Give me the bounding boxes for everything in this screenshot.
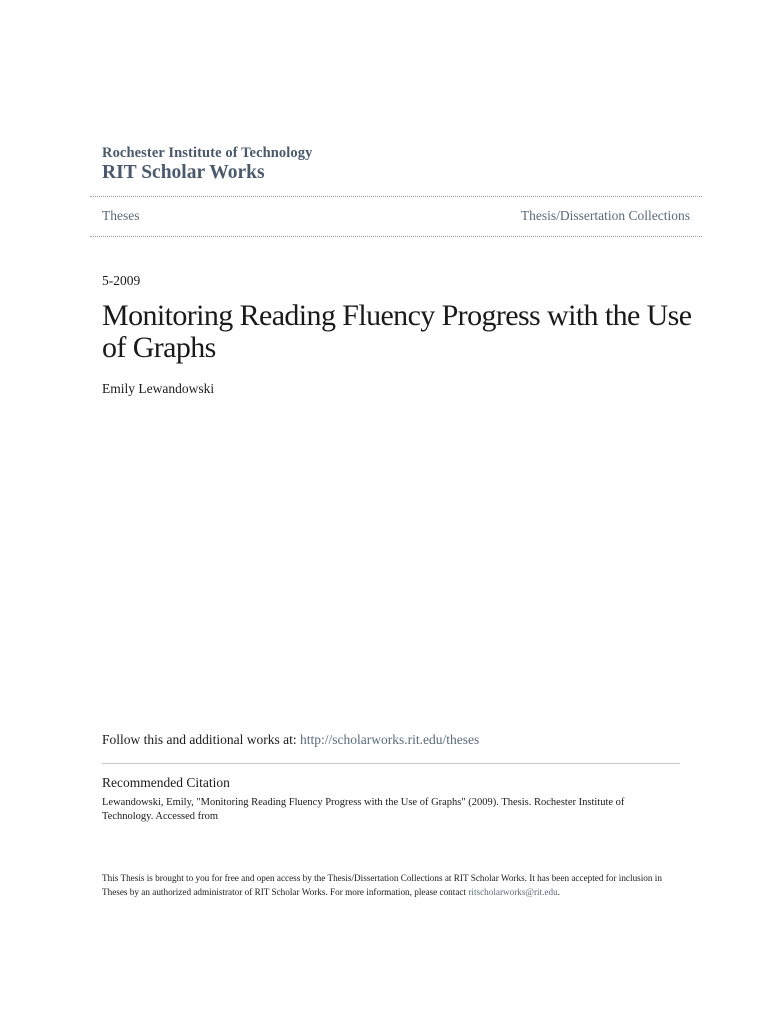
breadcrumb-collections[interactable]: Thesis/Dissertation Collections <box>520 208 690 223</box>
citation-heading: Recommended Citation <box>102 775 230 790</box>
access-note-text: This Thesis is brought to you for free and open access by the Thesis/Dissertation Collections at RIT Scholar Works. It has been accepted for inclusion in Theses by an authorized administrator of RIT Scholar Works. For more information, please contact <box>102 873 662 897</box>
follow-prefix: Follow this and additional works at: <box>102 732 300 747</box>
repository-name[interactable]: RIT Scholar Works <box>102 162 265 183</box>
citation-divider <box>102 763 680 764</box>
access-note <box>102 871 682 899</box>
citation-text: Lewandowski, Emily, "Monitoring Reading Fluency Progress with the Use of Graphs" (2009). Thesis. Rochester Institute of Technology. Accessed from <box>102 797 625 822</box>
theses-link[interactable]: http://scholarworks.rit.edu/theses <box>300 732 480 747</box>
access-note-suffix: . <box>557 887 560 897</box>
publication-date: 5-2009 <box>102 273 141 288</box>
author-name[interactable]: Emily Lewandowski <box>102 381 215 396</box>
document-title: Monitoring Reading Fluency Progress with the Use of Graphs <box>102 299 692 364</box>
follow-line <box>102 732 479 748</box>
institution-name: Rochester Institute of Technology <box>102 145 313 161</box>
contact-email-link[interactable]: ritscholarworks@rit.edu <box>468 887 558 897</box>
top-divider <box>90 196 702 197</box>
breadcrumb-divider <box>90 236 702 237</box>
breadcrumb-theses[interactable]: Theses <box>102 208 140 223</box>
